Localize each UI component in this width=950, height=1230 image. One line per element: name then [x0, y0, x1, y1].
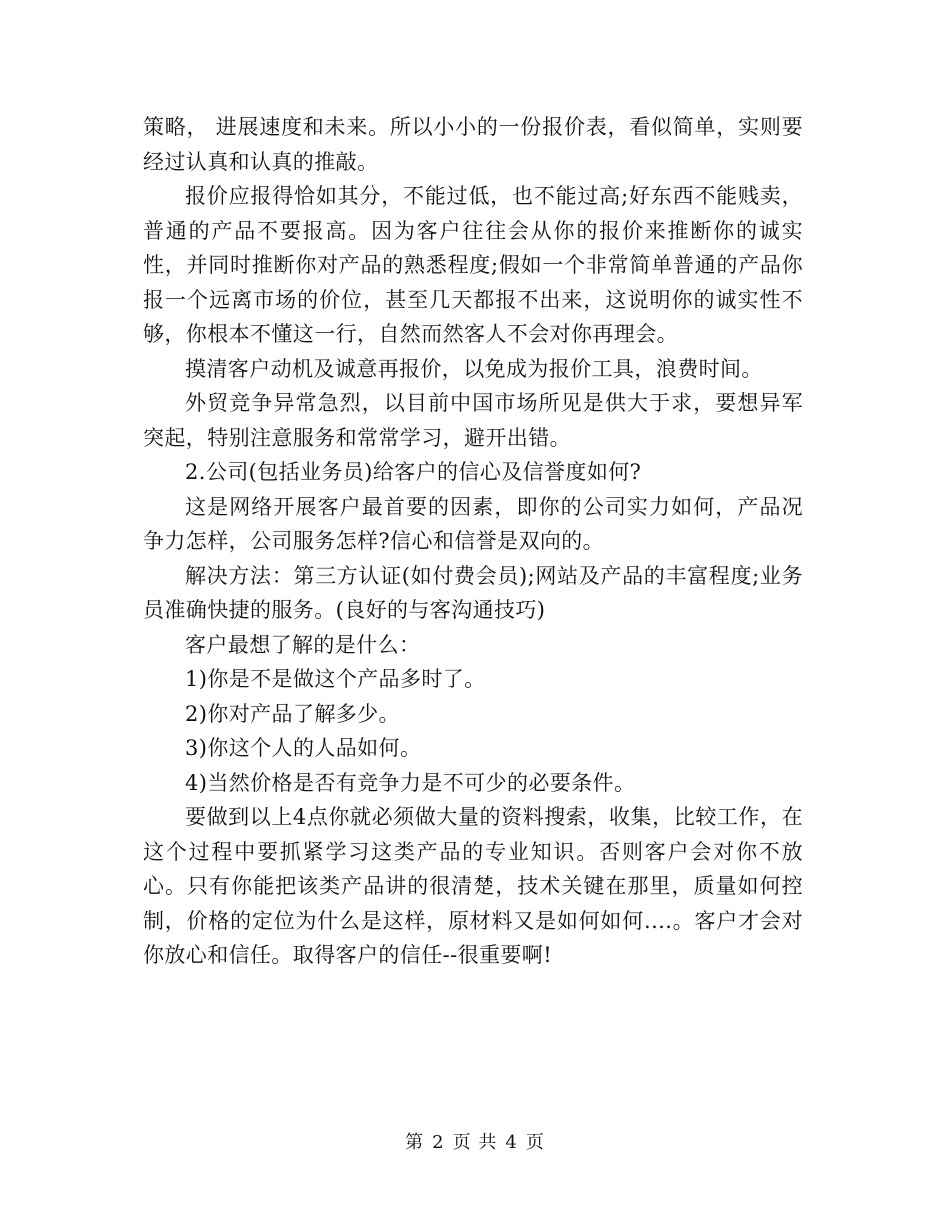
- page-label-mid: 页 共: [452, 1132, 498, 1153]
- list-item: 4)当然价格是否有竞争力是不可少的必要条件。: [185, 770, 636, 795]
- paragraph: 报价应报得恰如其分，不能过低，也不能过高;好东西不能贱卖，普通的产品不要报高。因为客户往往会从你的报价来推断你的诚实性，并同时推断你对产品的熟悉程度;假如一个非常简单普通的产品你报一个远离市场的价位，甚至几天都报不出来，这说明你的诚实性不够，你根本不懂这一行，自然而然客人不会对你再理会。: [143, 184, 803, 346]
- page-footer: [0, 1128, 950, 1154]
- paragraph: 要做到以上4点你就必须做大量的资料搜索，收集，比较工作，在这个过程中要抓紧学习这类产品的专业知识。否则客户会对你不放心。只有你能把该类产品讲的很清楚，技术关键在那里，质量如何控制，价格的定位为什么是这样，原材料又是如何如何....。客户才会对你放心和信任。取得客户的信任--很重要啊!: [143, 805, 803, 967]
- paragraph: 解决方法：第三方认证(如付费会员);网站及产品的丰富程度;业务员准确快捷的服务。(良好的与客沟通技巧): [143, 563, 803, 622]
- paragraph: 客户最想了解的是什么：: [185, 632, 421, 657]
- paragraph: 摸清客户动机及诚意再报价，以免成为报价工具，浪费时间。: [185, 356, 763, 381]
- paragraph: 外贸竞争异常急烈，以目前中国市场所见是供大于求，要想异军突起，特别注意服务和常常学习，避开出错。: [143, 391, 803, 450]
- paragraph: 这是网络开展客户最首要的因素，即你的公司实力如何，产品况争力怎样，公司服务怎样?信心和信誉是双向的。: [143, 494, 803, 553]
- list-item: 3)你这个人的人品如何。: [185, 736, 422, 760]
- document-body: [143, 110, 803, 973]
- paragraph: 策略， 进展速度和未来。所以小小的一份报价表，看似简单，实则要经过认真和认真的推敲。: [143, 115, 803, 174]
- page-label-suffix: 页: [525, 1132, 545, 1153]
- current-page-number: 2: [432, 1132, 445, 1153]
- list-item: 1)你是不是做这个产品多时了。: [185, 667, 486, 691]
- section-heading: 2.公司(包括业务员)给客户的信心及信誉度如何?: [185, 460, 642, 484]
- page-label-prefix: 第: [405, 1132, 425, 1153]
- total-pages-number: 4: [505, 1132, 518, 1153]
- list-item: 2)你对产品了解多少。: [185, 701, 400, 726]
